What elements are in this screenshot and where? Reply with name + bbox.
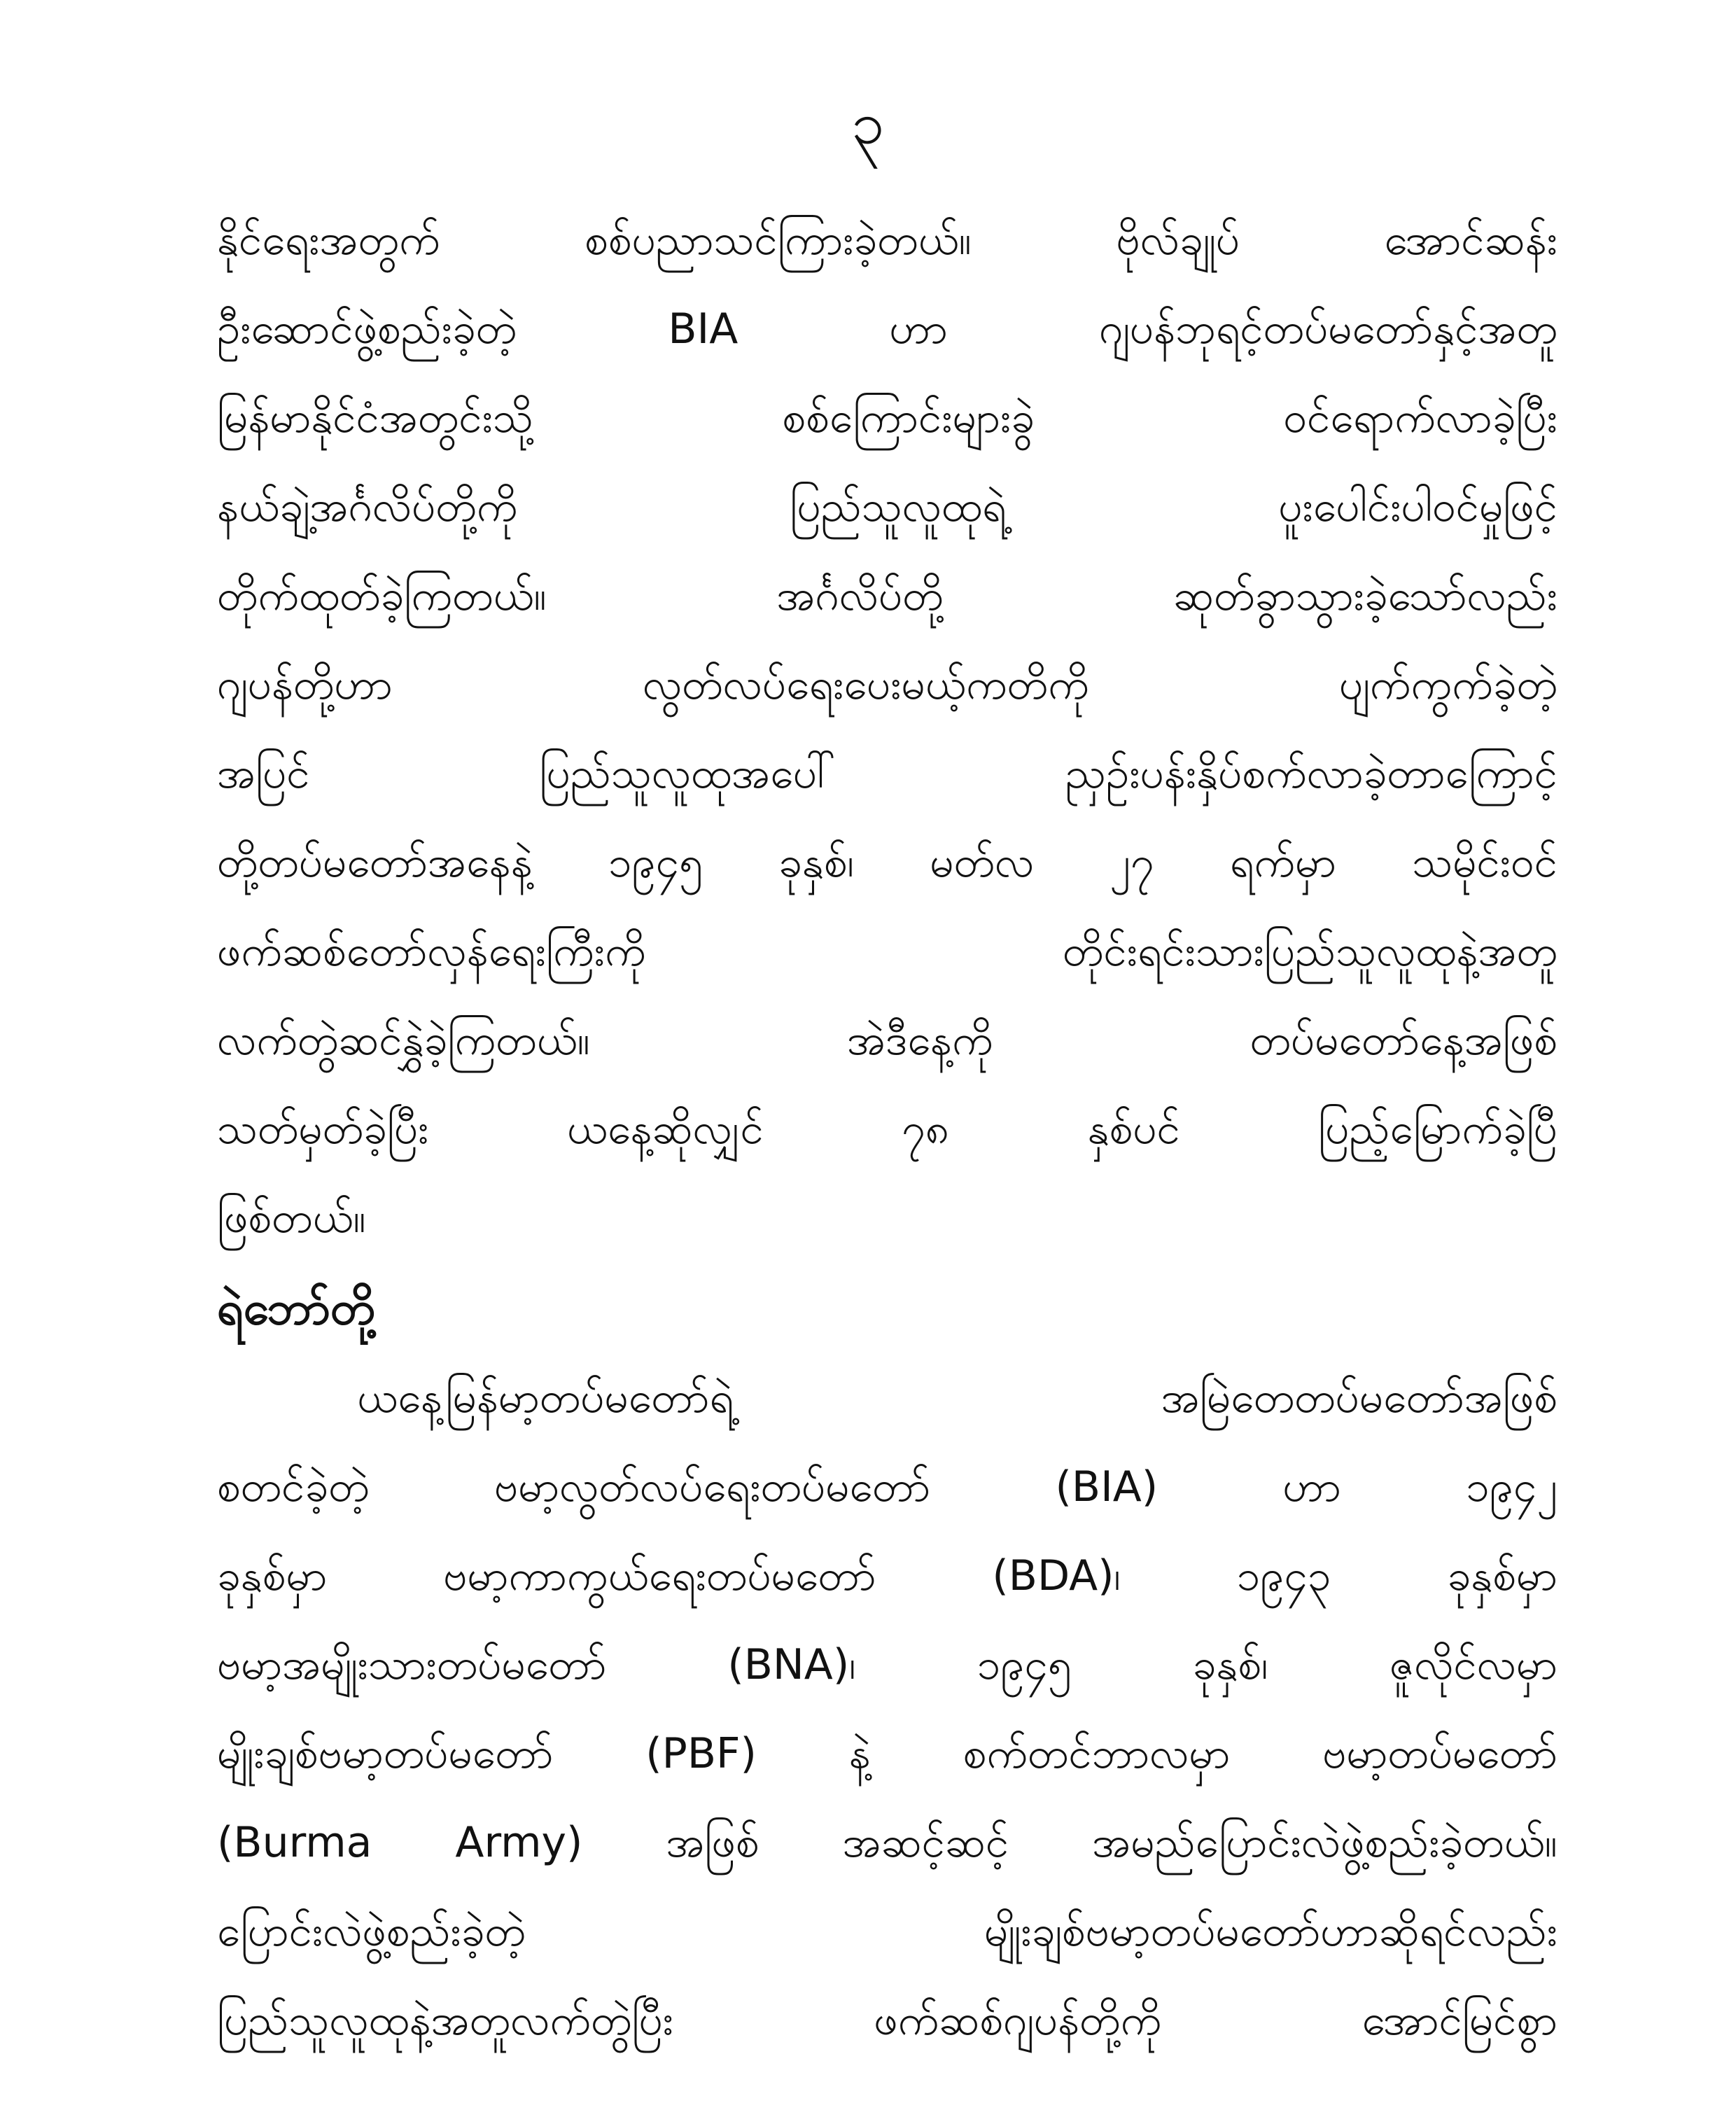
- text-line: အပြင် ပြည်သူလူထုအပေါ် ညှဉ်းပန်းနှိပ်စက်လာခဲ့တာကြောင့်: [217, 749, 1558, 798]
- text-line: (Burma Army) အဖြစ် အဆင့်ဆင့် အမည်ပြောင်းလဲဖွဲ့စည်းခဲ့တယ်။: [217, 1818, 1558, 1867]
- text-line: ခုနှစ်မှာ ဗမာ့ကာကွယ်ရေးတပ်မတော် (BDA)၊ ၁၉၄၃ ခုနှစ်မှာ: [217, 1551, 1558, 1600]
- text-line: ဖြစ်တယ်။: [217, 1194, 366, 1243]
- paragraph-1: [217, 196, 1558, 1263]
- text-line: ဂျပန်တို့ဟာ လွတ်လပ်ရေးပေးမယ့်ကတိကို ပျက်ကွက်ခဲ့တဲ့: [217, 660, 1558, 709]
- text-line: တို့တပ်မတော်အနေနဲ့ ၁၉၄၅ ခုနှစ်၊ မတ်လ ၂၇ ရက်မှာ သမိုင်းဝင်: [217, 838, 1558, 887]
- text-line: ဖက်ဆစ်တော်လှန်ရေးကြီးကို တိုင်းရင်းသားပြည်သူလူထုနဲ့အတူ: [217, 927, 1558, 976]
- text-line: ပြည်သူလူထုနဲ့အတူလက်တွဲပြီး ဖက်ဆစ်ဂျပန်တို့ကို အောင်မြင်စွာ: [217, 1996, 1558, 2045]
- body-text: [217, 196, 1558, 2065]
- text-line: မျိုးချစ်ဗမာ့တပ်မတော် (PBF) နဲ့ စက်တင်ဘာလမှာ ဗမာ့တပ်မတော်: [217, 1729, 1558, 1778]
- section-heading: ရဲဘော်တို့: [217, 1281, 376, 1335]
- text-line: စတင်ခဲ့တဲ့ ဗမာ့လွတ်လပ်ရေးတပ်မတော် (BIA) ဟာ ၁၉၄၂: [217, 1462, 1558, 1511]
- text-line: လက်တွဲဆင်နွှဲခဲ့ကြတယ်။ အဲဒီနေ့ကို တပ်မတော်နေ့အဖြစ်: [217, 1016, 1558, 1065]
- text-line: ယနေ့မြန်မာ့တပ်မတော်ရဲ့ အမြဲတေတပ်မတော်အဖြစ်: [357, 1374, 1558, 1423]
- text-line: ဦးဆောင်ဖွဲ့စည်းခဲ့တဲ့ BIA ဟာ ဂျပန်ဘုရင့်တပ်မတော်နှင့်အတူ: [217, 305, 1558, 354]
- text-line: တိုက်ထုတ်ခဲ့ကြတယ်။ အင်္ဂလိပ်တို့ ဆုတ်ခွာသွားခဲ့သော်လည်း: [217, 571, 1558, 620]
- text-line: နယ်ချဲ့အင်္ဂလိပ်တို့ကို ပြည်သူလူထုရဲ့ ပူးပေါင်းပါဝင်မှုဖြင့်: [217, 482, 1558, 531]
- text-line: သတ်မှတ်ခဲ့ပြီး ယနေ့ဆိုလျှင် ၇၈ နှစ်ပင် ပြည့်မြောက်ခဲ့ပြီ: [217, 1105, 1558, 1154]
- page-number: ၃: [851, 88, 885, 157]
- text-line: ဗမာ့အမျိုးသားတပ်မတော် (BNA)၊ ၁၉၄၅ ခုနှစ်၊ ဇူလိုင်လမှာ: [217, 1640, 1558, 1689]
- paragraph-2: [217, 1354, 1558, 2065]
- text-line: မြန်မာနိုင်ငံအတွင်းသို့ စစ်ကြောင်းများခွဲ ဝင်ရောက်လာခဲ့ပြီး: [217, 393, 1558, 442]
- text-line: ပြောင်းလဲဖွဲ့စည်းခဲ့တဲ့ မျိုးချစ်ဗမာ့တပ်မတော်ဟာဆိုရင်လည်း: [217, 1907, 1558, 1956]
- text-line: နိုင်ရေးအတွက် စစ်ပညာသင်ကြားခဲ့တယ်။ ဗိုလ်ချုပ် အောင်ဆန်း: [217, 216, 1558, 265]
